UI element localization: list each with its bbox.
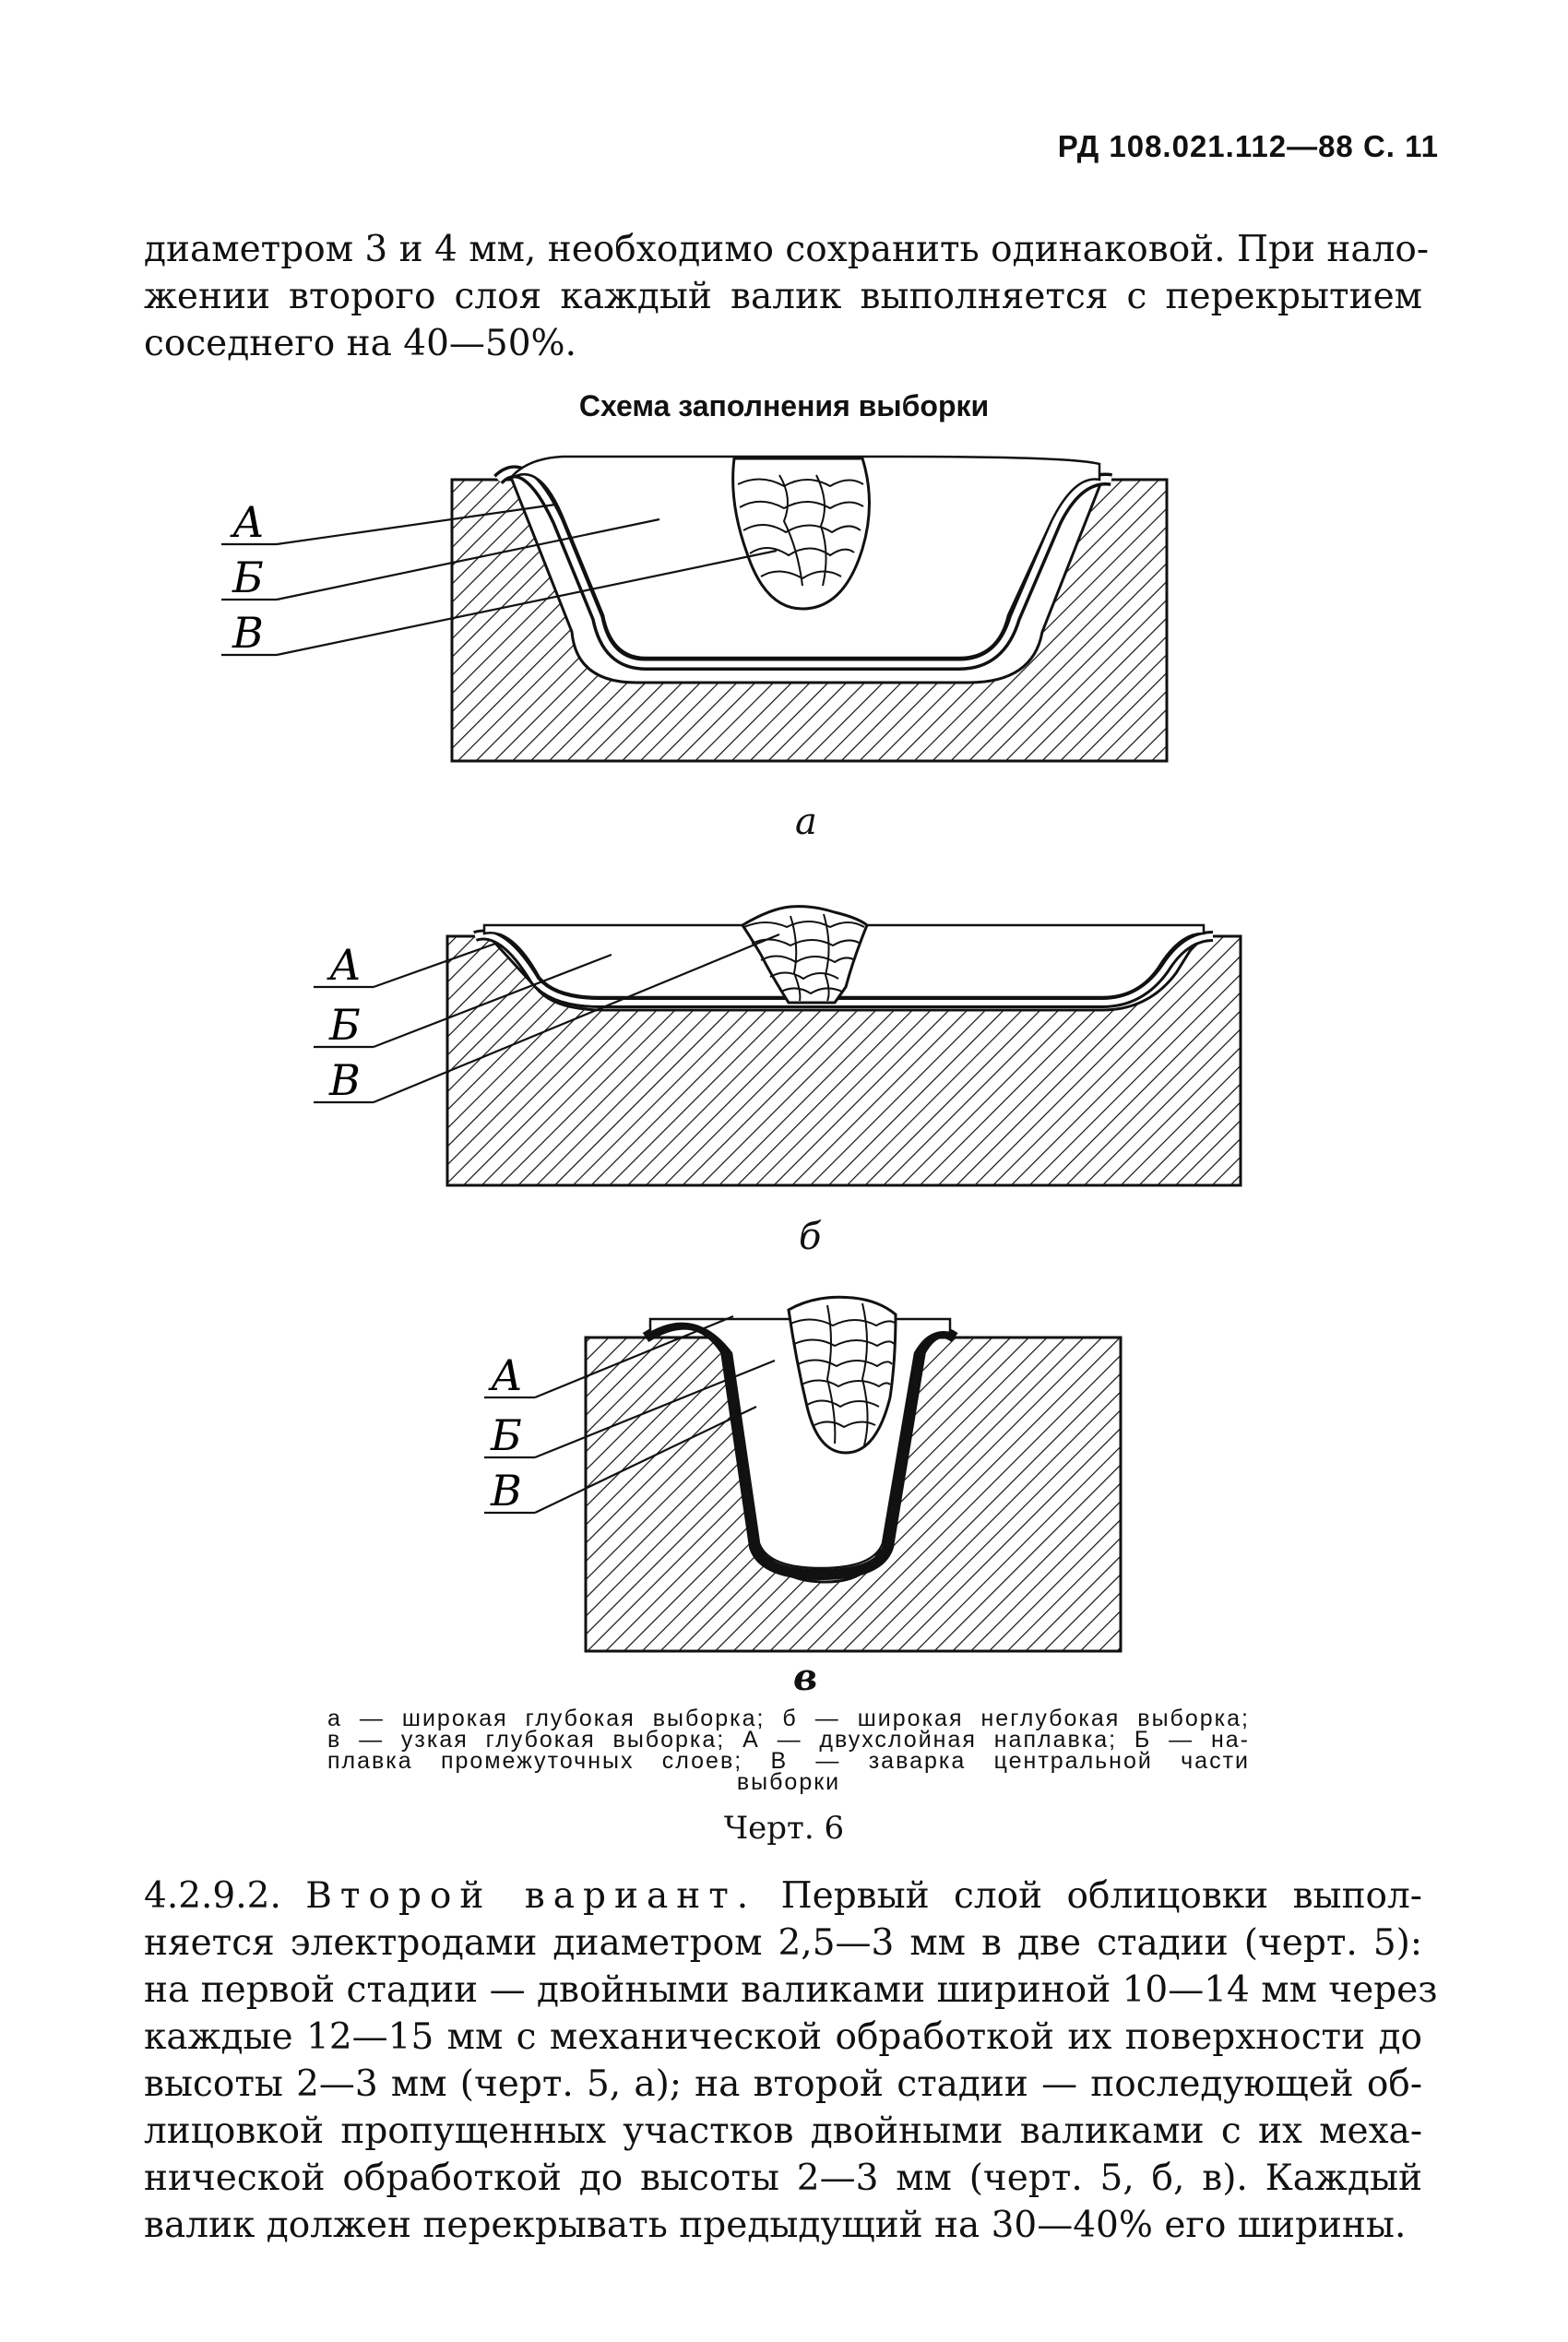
legend-line: в — узкая глубокая выборка; А — двухслойная наплавка; Б — на- [327,1727,1250,1753]
text-line: нической обработкой до высоты 2—3 мм (черт. 5, б, в). Каждый [144,2158,1422,2199]
text-line: валик должен перекрывать предыдущий на 30—40% его ширины. [144,2205,1407,2246]
callout-v: В [491,1466,522,1516]
diagram-a [232,447,1181,779]
clause-text: Первый слой облицовки выпол- [780,1875,1422,1917]
callout-b: Б [232,553,264,602]
callout-v: В [329,1055,361,1105]
page-header: РД 108.021.112—88 С. 11 [1057,129,1439,163]
figure-legend [327,1708,1250,1793]
sublabel-a: а [795,801,817,843]
text-line: лицовкой пропущенных участков двойными валиками с их меха- [144,2110,1422,2152]
callout-b: Б [491,1410,522,1460]
callout-a: А [232,497,265,547]
text-line: диаметром 3 и 4 мм, необходимо сохранить одинаковой. При нало- [144,229,1430,270]
callout-v: В [232,608,264,658]
text-line: высоты 2—3 мм (черт. 5, а); на второй стадии — последующей об- [144,2063,1422,2105]
callout-a: А [491,1350,523,1400]
sublabel-v: в [793,1656,818,1699]
paragraph-4-2-9-2 [144,1872,1438,2249]
clause-number: 4.2.9.2. [144,1875,281,1917]
paragraph-continuation [144,226,1430,367]
legend-line: а — широкая глубокая выборка; б — широкая неглубокая выборка; [327,1706,1250,1731]
text-line: жении второго слоя каждый валик выполняется с перекрытием [144,276,1422,317]
sublabel-b: б [799,1216,822,1258]
figure-caption: Черт. 6 [723,1810,845,1847]
legend-line: выборки [736,1769,841,1795]
text-line [144,1872,1422,1920]
text-line: соседнего на 40—50%. [144,323,576,364]
callout-b: Б [329,1000,361,1050]
clause-heading: Второй вариант. [305,1875,757,1917]
callout-a: А [329,940,362,990]
diagram-b [329,890,1241,1195]
text-line: няется электродами диаметром 2,5—3 мм в две стадии (черт. 5): [144,1922,1422,1964]
text-line: каждые 12—15 мм с механической обработкой их поверхности до [144,2016,1422,2058]
text-line: на первой стадии — двойными валиками шириной 10—14 мм через [144,1969,1438,2011]
diagram-v [491,1287,1121,1656]
legend-line: плавка промежуточных слоев; В — заварка центральной части [327,1748,1250,1774]
figure-title: Схема заполнения выборки [578,389,990,422]
